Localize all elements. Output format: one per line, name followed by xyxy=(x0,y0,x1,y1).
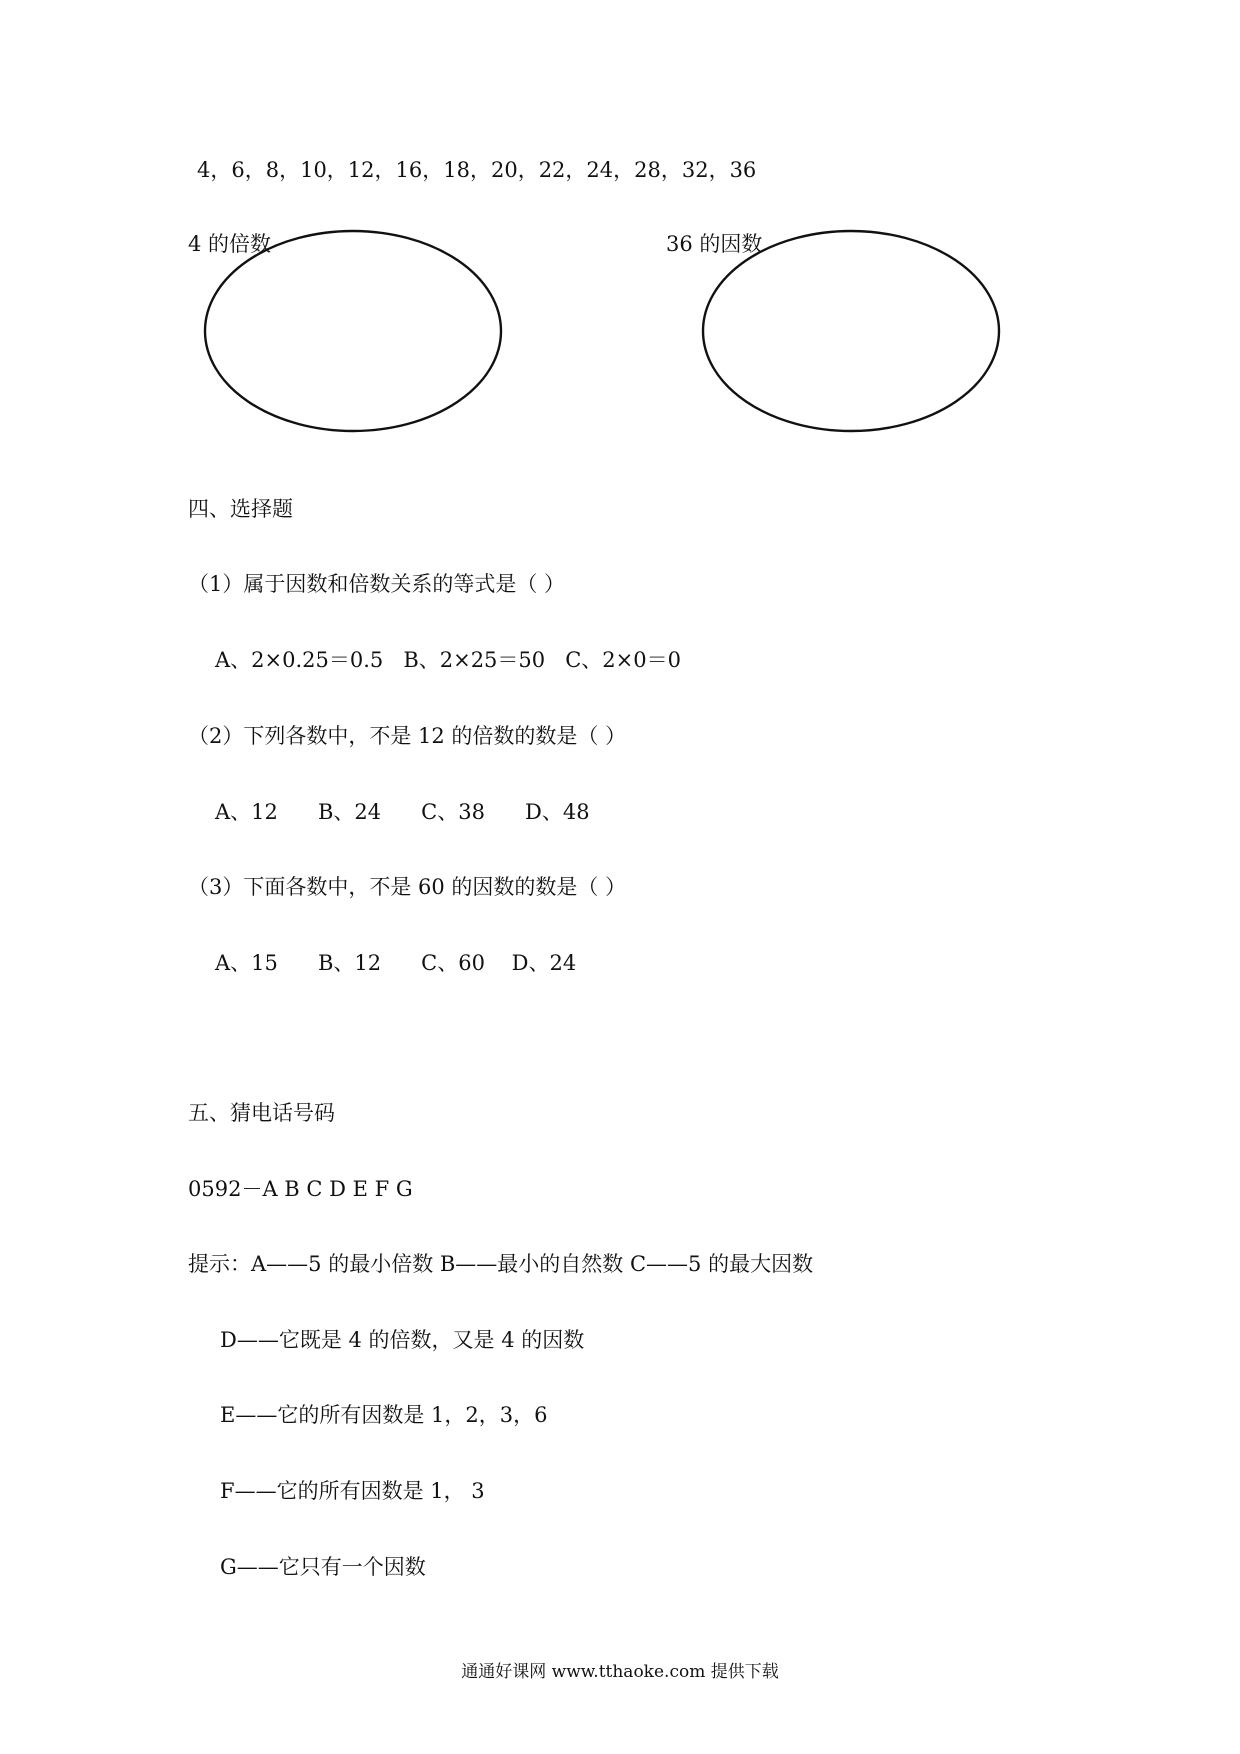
q2-option-c: C、38 xyxy=(421,800,485,824)
question-2: （2）下列各数中，不是 12 的倍数的数是（ ） xyxy=(188,724,627,748)
factors-of-36-label: 36 的因数 xyxy=(666,232,763,256)
q2-option-a: A、12 xyxy=(215,800,278,824)
set-ellipses xyxy=(0,0,1240,480)
multiples-of-4-label: 4 的倍数 xyxy=(188,232,272,256)
question-3: （3）下面各数中，不是 60 的因数的数是（ ） xyxy=(188,875,627,899)
q3-option-c: C、60 xyxy=(421,951,485,975)
multiples-of-4-ellipse xyxy=(205,231,501,431)
q1-option-b: B、2×25＝50 xyxy=(403,648,546,672)
hint-g: G——它只有一个因数 xyxy=(220,1555,426,1579)
question-1-options xyxy=(215,646,681,674)
hint-e: E——它的所有因数是 1，2，3，6 xyxy=(220,1403,548,1427)
number-list: 4，6，8，10，12，16，18，20，22，24，28，32，36 xyxy=(197,158,757,182)
question-3-options xyxy=(215,949,576,977)
q3-option-b: B、12 xyxy=(317,951,382,975)
section5-title: 五、猜电话号码 xyxy=(188,1101,335,1125)
question-1: （1）属于因数和倍数关系的等式是（ ） xyxy=(188,572,566,596)
phone-number: 0592－A B C D E F G xyxy=(188,1177,413,1201)
factors-of-36-ellipse xyxy=(703,231,999,431)
q3-option-d: D、24 xyxy=(511,951,577,975)
q2-option-b: B、24 xyxy=(317,800,382,824)
q3-option-a: A、15 xyxy=(215,951,278,975)
hint-d: D——它既是 4 的倍数，又是 4 的因数 xyxy=(220,1328,585,1352)
section4-title: 四、选择题 xyxy=(188,497,293,521)
q1-option-c: C、2×0＝0 xyxy=(565,648,681,672)
q1-option-a: A、2×0.25＝0.5 xyxy=(215,648,384,672)
question-2-options xyxy=(215,798,590,826)
hint-line: 提示：A——5 的最小倍数 B——最小的自然数 C——5 的最大因数 xyxy=(188,1252,814,1276)
page-footer: 通通好课网 www.tthaoke.com 提供下载 xyxy=(461,1662,779,1682)
hint-f: F——它的所有因数是 1， 3 xyxy=(220,1479,485,1503)
q2-option-d: D、48 xyxy=(525,800,590,824)
